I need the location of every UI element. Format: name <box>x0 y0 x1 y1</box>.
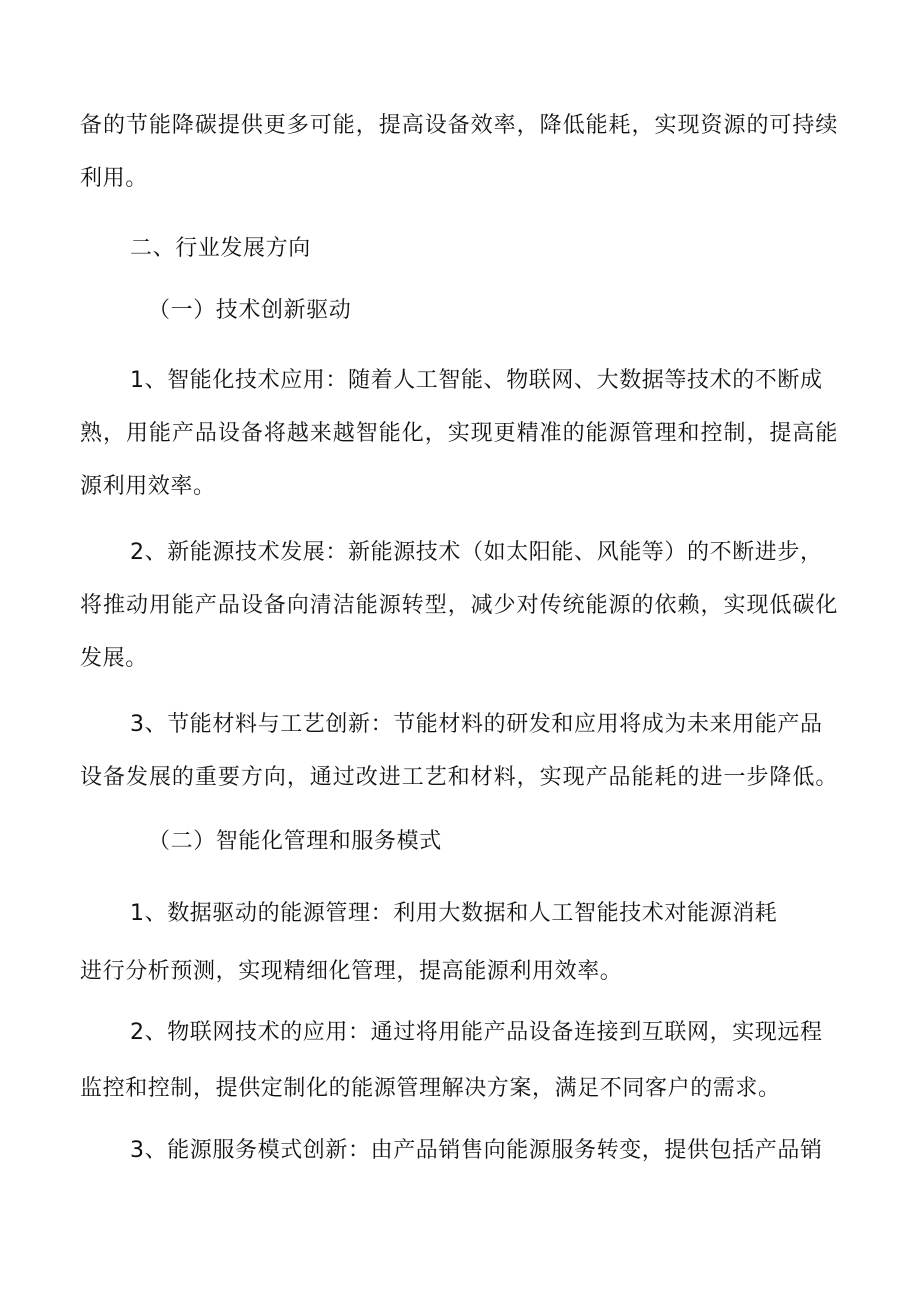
s1-item2-line1: 2、新能源技术发展：新能源技术（如太阳能、风能等）的不断进步， <box>130 540 823 565</box>
s2-item2-line2: 监控和控制，提供定制化的能源管理解决方案，满足不同客户的需求。 <box>80 1076 781 1101</box>
s2-item2-line1: 2、物联网技术的应用：通过将用能产品设备连接到互联网，实现远程 <box>130 1020 823 1045</box>
s2-item3-line1: 3、能源服务模式创新：由产品销售向能源服务转变，提供包括产品销 <box>130 1138 823 1163</box>
s1-item3-line2: 设备发展的重要方向，通过改进工艺和材料，实现产品能耗的进一步降低。 <box>80 765 838 790</box>
subsection-1-heading: （一）技术创新驱动 <box>148 298 352 323</box>
s1-item2-line2: 将推动用能产品设备向清洁能源转型，减少对传统能源的依赖，实现低碳化 <box>80 593 838 618</box>
s1-item1-line3: 源利用效率。 <box>80 474 216 499</box>
continuation-line-2: 利用。 <box>80 166 148 191</box>
s1-item2-line3: 发展。 <box>80 646 148 671</box>
s1-item1-line2: 熟，用能产品设备将越来越智能化，实现更精准的能源管理和控制，提高能 <box>80 421 838 446</box>
continuation-line-1: 备的节能降碳提供更多可能，提高设备效率，降低能耗，实现资源的可持续 <box>80 113 838 138</box>
s1-item3-line1: 3、节能材料与工艺创新：节能材料的研发和应用将成为未来用能产品 <box>130 712 823 737</box>
section-heading: 二、行业发展方向 <box>130 236 311 261</box>
subsection-2-heading: （二）智能化管理和服务模式 <box>148 829 442 854</box>
s2-item1-line1: 1、数据驱动的能源管理：利用大数据和人工智能技术对能源消耗 <box>130 901 778 926</box>
s1-item1-line1: 1、智能化技术应用：随着人工智能、物联网、大数据等技术的不断成 <box>130 368 823 393</box>
s2-item1-line2: 进行分析预测，实现精细化管理，提高能源利用效率。 <box>80 959 623 984</box>
